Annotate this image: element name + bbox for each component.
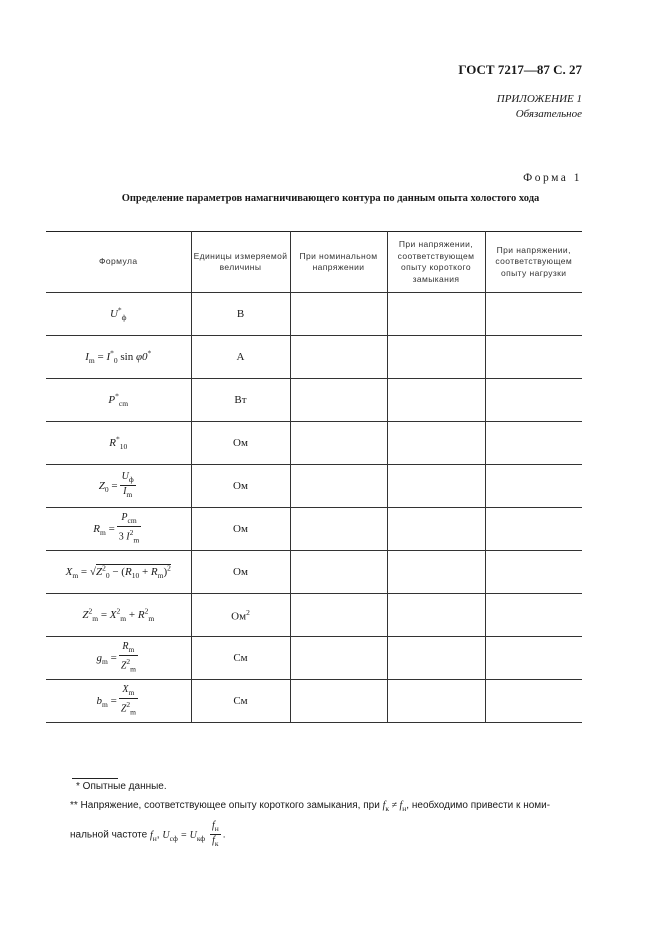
value-cell — [485, 680, 582, 723]
formula-cell — [46, 465, 191, 508]
formula-r-m: $R_m$ = $\frac{P_{cm}}{3 I^2_m}$ — [93, 511, 140, 545]
unit-cell: Вт — [191, 379, 290, 422]
value-cell — [290, 422, 387, 465]
formula-x-m: $X_m = √Z^2_0 - (R_{10} + R_m)^2$ — [65, 563, 171, 581]
formula-p-cm: $P^*_{cm}$ — [108, 391, 129, 409]
value-cell — [387, 336, 485, 379]
unit-cell: Ом — [191, 422, 290, 465]
appendix-label: ПРИЛОЖЕНИЕ 1 — [496, 93, 582, 105]
unit-cell: Ом — [191, 508, 290, 551]
table-row — [46, 680, 582, 723]
column-header-short-circuit: При напряжении, соответствующем опыту короткого замыкания — [387, 232, 485, 293]
value-cell — [290, 465, 387, 508]
column-header-formula: Формула — [46, 232, 191, 293]
formula-cell — [46, 293, 191, 336]
value-cell — [485, 293, 582, 336]
value-cell — [387, 594, 485, 637]
value-cell — [387, 293, 485, 336]
value-cell — [485, 422, 582, 465]
footnote-1: * Опытные данные. — [76, 781, 167, 792]
formula-cell — [46, 422, 191, 465]
parameters-table — [46, 231, 582, 723]
table-row — [46, 551, 582, 594]
document-reference: ГОСТ 7217—87 С. 27 — [458, 62, 582, 77]
table-header-row — [46, 232, 582, 293]
value-cell — [290, 336, 387, 379]
unit-cell: См — [191, 680, 290, 723]
table-row — [46, 379, 582, 422]
table-row — [46, 508, 582, 551]
unit-cell: Ом — [191, 465, 290, 508]
value-cell — [290, 508, 387, 551]
value-cell — [290, 680, 387, 723]
formula-cell — [46, 508, 191, 551]
value-cell — [290, 293, 387, 336]
value-cell — [485, 594, 582, 637]
table-row — [46, 422, 582, 465]
formula-z-m: $Z^2_m = X^2_m + R^2_m$ — [82, 606, 155, 624]
unit-cell: В — [191, 293, 290, 336]
formula-i-m: $I_m = I^*_0$ sin φ0* — [85, 348, 152, 366]
value-cell — [387, 465, 485, 508]
value-cell — [485, 336, 582, 379]
value-cell — [387, 551, 485, 594]
unit-cell: А — [191, 336, 290, 379]
table-row — [46, 637, 582, 680]
document-title: Определение параметров намагничивающего контура по данным опыта холостого хода — [121, 193, 540, 204]
value-cell — [387, 680, 485, 723]
form-label: Форма 1 — [523, 172, 582, 184]
value-cell — [387, 379, 485, 422]
value-cell — [387, 422, 485, 465]
footnote-2: ** Напряжение, соответствующее опыту короткого замыкания, при $f_к \ne f_н$, необходимо привести к номи- нальной частоте $f_н$, $U_{сф} = U_{кф}$ $\frac{f_н}{f_к}$ . — [70, 800, 551, 848]
formula-g-m: $g_m$ = $\frac{R_m}{Z^2_m}$ — [96, 640, 136, 674]
appendix-note: Обязательное — [515, 108, 582, 120]
formula-z-0: $Z_0$ = $\frac{U_ф}{I_m}$ — [98, 471, 134, 499]
table-row — [46, 594, 582, 637]
appendix-block — [497, 92, 582, 122]
value-cell — [485, 508, 582, 551]
value-cell — [485, 379, 582, 422]
formula-cell — [46, 336, 191, 379]
formula-r-10: $R^*_{10}$ — [109, 434, 128, 452]
column-header-nominal: При номинальном напряжении — [290, 232, 387, 293]
column-header-units: Единицы измеряемой величины — [191, 232, 290, 293]
value-cell — [485, 465, 582, 508]
value-cell — [290, 594, 387, 637]
value-cell — [290, 551, 387, 594]
table-row — [46, 336, 582, 379]
value-cell — [485, 637, 582, 680]
formula-cell — [46, 379, 191, 422]
formula-u-phi: $U^*_ф$ — [109, 305, 127, 323]
column-header-load: При напряжении, соответствующем опыту нагрузки — [485, 232, 582, 293]
unit-cell: Ом — [191, 551, 290, 594]
value-cell — [290, 637, 387, 680]
table-row — [46, 293, 582, 336]
formula-b-m: $b_m$ = $\frac{X_m}{Z^2_m}$ — [96, 683, 136, 717]
formula-cell — [46, 637, 191, 680]
formula-cell — [46, 594, 191, 637]
value-cell — [387, 508, 485, 551]
value-cell — [485, 551, 582, 594]
value-cell — [387, 637, 485, 680]
unit-cell: $Ом^2$ — [191, 594, 290, 637]
formula-cell — [46, 680, 191, 723]
formula-cell — [46, 551, 191, 594]
unit-cell: См — [191, 637, 290, 680]
table-row — [46, 465, 582, 508]
footnote-rule — [72, 778, 118, 779]
value-cell — [290, 379, 387, 422]
